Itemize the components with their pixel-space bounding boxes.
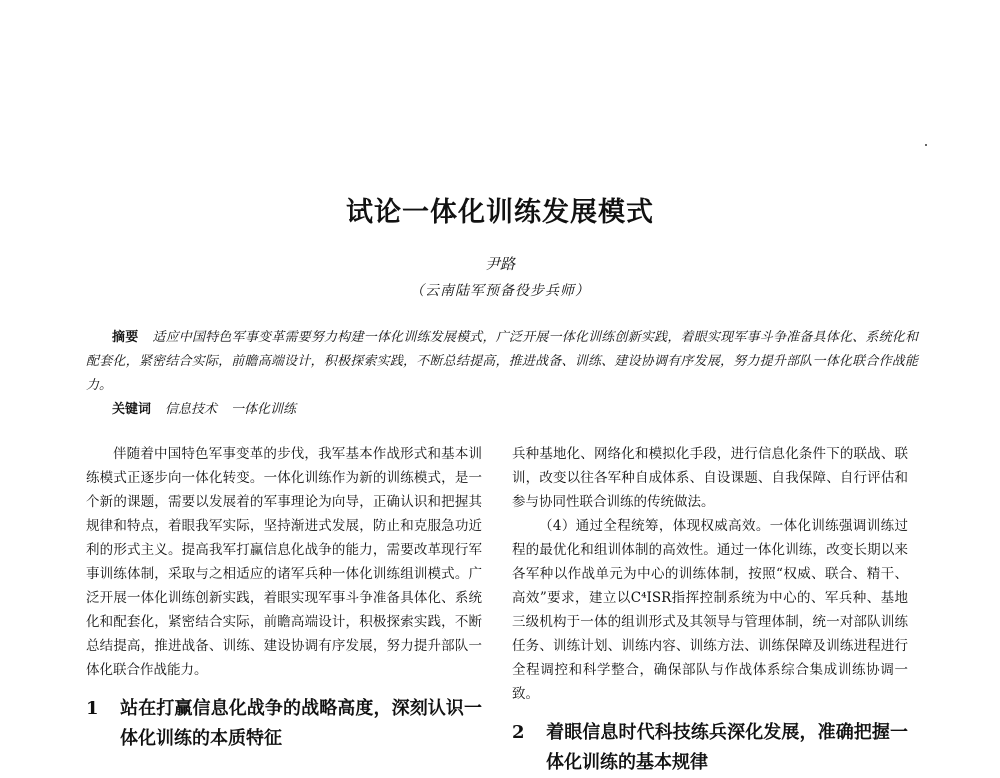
abstract-label: 摘要: [112, 330, 139, 345]
section-heading-2: [512, 718, 908, 778]
section-heading-1: [86, 694, 482, 754]
left-column: [86, 442, 482, 754]
point-4-paragraph: （4）通过全程统筹，体现权威高效。一体化训练强调训练过程的最优化和组训体制的高效性。通过一体化训练，改变长期以来各军种以作战单元为中心的训练体制，按照“权威、联合、精干、高效”要求，建立以C⁴ISR指挥控制系统为中心的、军兵种、基地三级机构于一体的组训形式及其领导与管理体制，统一对部队训练任务、训练计划、训练内容、训练方法、训练保障及训练进程进行全程调控和科学整合，确保部队与作战体系综合集成训练协调一致。: [512, 518, 908, 702]
abstract: [86, 326, 918, 398]
paper-title: 试论一体化训练发展模式: [346, 197, 654, 228]
abstract-text: 适应中国特色军事变革需要努力构建一体化训练发展模式，广泛开展一体化训练创新实践，着眼实现军事斗争准备具体化、系统化和配套化，紧密结合实际，前瞻高端设计，积极探索实践，不断总结提高，推进战备、训练、建设协调有序发展，努力提升部队一体化联合作战能力。: [86, 330, 918, 393]
keywords-label: 关键词: [112, 402, 152, 417]
intro-paragraph: 伴随着中国特色军事变革的步伐，我军基本作战形式和基本训练模式正逐步向一体化转变。一体化训练作为新的训练模式，是一个新的课题，需要以发展着的军事理论为向导，正确认识和把握其规律和特点，着眼我军实际，坚持渐进式发展，防止和克服急功近利的形式主义。提高我军打赢信息化战争的能力，需要改革现行军事训练体制，采取与之相适应的诸军兵种一体化训练组训模式。广泛开展一体化训练创新实践，着眼实现军事斗争准备具体化、系统化和配套化，紧密结合实际，前瞻高端设计，积极探索实践，不断总结提高，推进战备、训练、建设协调有序发展，努力提升部队一体化联合作战能力。: [86, 446, 482, 678]
author-name: 尹路: [484, 255, 515, 273]
right-column: [512, 442, 908, 778]
section-title: 着眼信息时代科技练兵深化发展，准确把握一体化训练的基本规律: [546, 722, 908, 773]
keywords: [86, 398, 918, 422]
author-affiliation: （云南陆军预备役步兵师）: [410, 283, 590, 299]
keyword-item: 一体化训练: [231, 402, 297, 417]
section-title: 站在打赢信息化战争的战略高度，深刻认识一体化训练的本质特征: [120, 698, 482, 749]
section-number: 2: [512, 722, 525, 743]
keyword-item: 信息技术: [165, 402, 218, 417]
continued-paragraph: 兵种基地化、网络化和模拟化手段，进行信息化条件下的联战、联训，改变以往各军种自成体系、自设课题、自我保障、自行评估和参与协同性联合训练的传统做法。: [512, 446, 908, 510]
section-number: 1: [86, 698, 99, 719]
scan-speck: [925, 144, 927, 146]
